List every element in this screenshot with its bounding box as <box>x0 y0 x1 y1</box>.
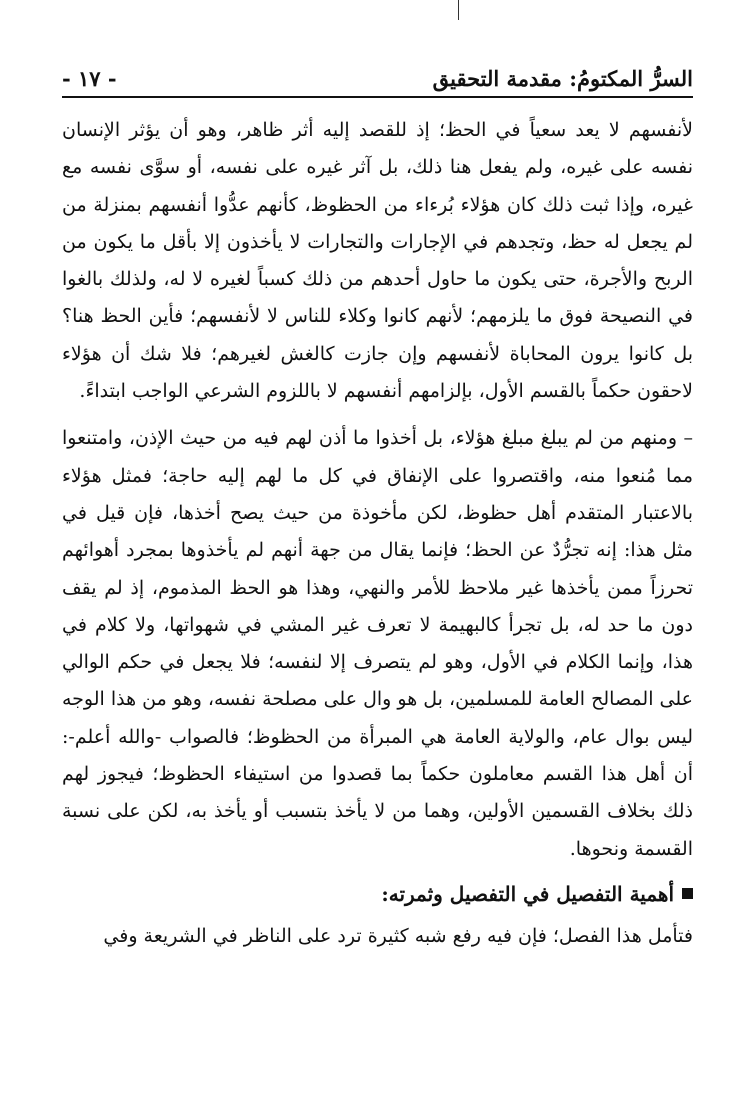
scan-artifact-line <box>458 0 459 20</box>
running-title: السرُّ المكتومُ: مقدمة التحقيق <box>432 65 693 91</box>
paragraph: – ومنهم من لم يبلغ مبلغ هؤلاء، بل أخذوا ما أذن لهم فيه من حيث الإذن، وامتنعوا مما مُنعوا منه، واقتصروا على الإنفاق في كل ما لهم إليه حاجة؛ فمثل هؤلاء بالاعتبار المتقدم أهل حظوظ، لكن مأخوذة من حيث يصح أخذها، فإن قيل في مثل هذا: إنه تجرُّدٌ عن الحظ؛ فإنما يقال من جهة أنهم لم يأخذوها بمجرد أهوائهم تحرزاً ممن يأخذها غير ملاحظ للأمر والنهي، وهذا هو الحظ المذموم، إذ لم يقف دون ما حد له، بل تجرأ كالبهيمة لا تعرف غير المشي في شهواتها، ولا كلام في هذا، وإنما الكلام في الأول، وهو لم يتصرف إلا لنفسه؛ فلا يجعل في حكم الوالي على المصالح العامة للمسلمين، بل هو وال على مصلحة نفسه، وهو من هذا الوجه ليس بوال عام، والولاية العامة هي المبرأة من الحظوظ؛ فالصواب -والله أعلم-: أن أهل هذا القسم معاملون حكماً بما قصدوا من استيفاء الحظوظ؛ فيجوز لهم ذلك بخلاف القسمين الأولين، وهما من لا يأخذ بتسبب أو يأخذ به، لكن على نسبة القسمة ونحوها. <box>62 427 693 860</box>
paragraph: لأنفسهم لا يعد سعياً في الحظ؛ إذ للقصد إليه أثر ظاهر، وهو أن يؤثر الإنسان نفسه على غيره، ولم يفعل هنا ذلك، بل آثر غيره على نفسه، أو سوَّى نفسه مع غيره، وإذا ثبت ذلك كان هؤلاء بُرءاء من الحظوظ، كأنهم عدُّوا أنفسهم بمنزلة من لم يجعل له حظ، وتجدهم في الإجارات والتجارات لا يأخذون إلا بأقل ما يكون من الربح والأجرة، حتى يكون ما حاول أحدهم من ذلك كسباً لغيره لا له، ولذلك بالغوا في النصيحة فوق ما يلزمهم؛ لأنهم كانوا وكلاء للناس لا لأنفسهم؛ فأين الحظ هنا؟ بل كانوا يرون المحاباة لأنفسهم وإن جازت كالغش لغيرهم؛ فلا شك أن هؤلاء لاحقون حكماً بالقسم الأول، بإلزامهم أنفسهم لا باللزوم الشرعي الواجب ابتداءً. <box>62 119 693 403</box>
paragraph: فتأمل هذا الفصل؛ فإن فيه رفع شبه كثيرة ترد على الناظر في الشريعة وفي <box>103 924 693 947</box>
running-header <box>62 60 693 98</box>
black-square-icon <box>682 888 693 899</box>
section-heading <box>62 874 693 914</box>
page-number: - ١٧ - <box>62 65 117 91</box>
section-heading-text: أهمية التفصيل في التفصيل وثمرته: <box>381 881 674 906</box>
page-body <box>62 112 693 955</box>
